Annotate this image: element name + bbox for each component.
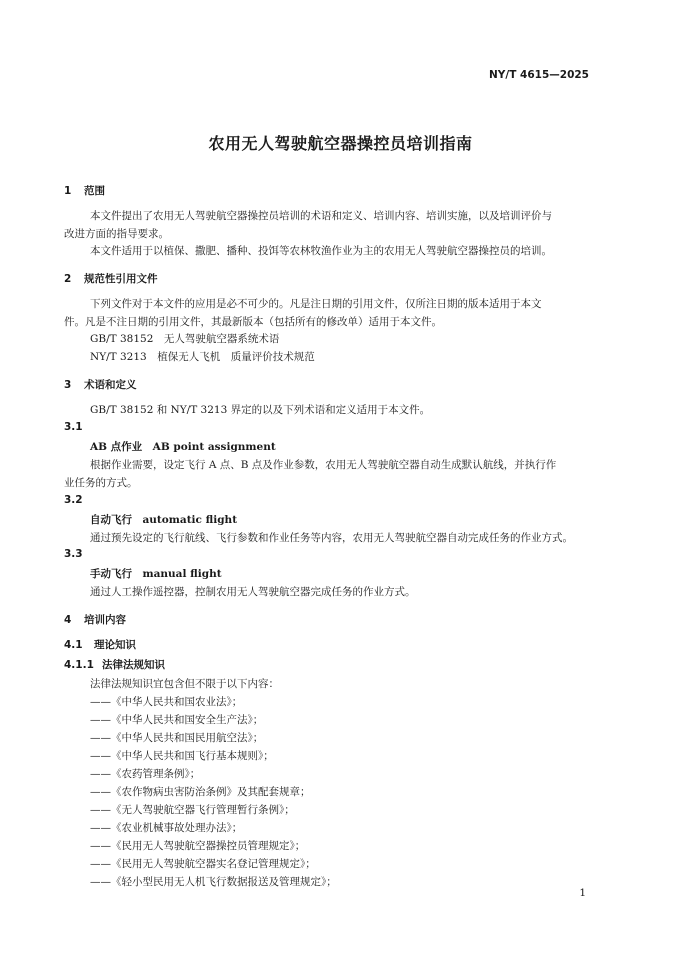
list-item: ——《民用无人驾驶航空器实名登记管理规定》； [90, 858, 316, 870]
section-title: 规范性引用文件 [84, 273, 158, 285]
term-number: 3.2 [64, 494, 83, 506]
section-4-heading [64, 612, 126, 627]
subsubsection-title: 法律法规知识 [102, 659, 165, 671]
paragraph: 法律法规知识宜包含但不限于以下内容： [90, 678, 279, 690]
section-3-heading [64, 377, 137, 392]
paragraph: 下列文件对于本文件的应用是必不可少的。凡是注日期的引用文件，仅所注日期的版本适用于本文 [90, 298, 542, 310]
list-item: ——《轻小型民用无人机飞行数据报送及管理规定》； [90, 876, 337, 888]
paragraph-continued: 件。凡是不注日期的引用文件，其最新版本（包括所有的修改单）适用于本文件。 [64, 316, 442, 328]
section-title: 术语和定义 [84, 379, 137, 391]
list-item: ——《民用无人驾驶航空器操控员管理规定》； [90, 840, 306, 852]
term-number: 3.3 [64, 548, 83, 560]
term-definition: 通过人工操作遥控器，控制农用无人驾驶航空器完成任务的作业方式。 [90, 586, 416, 598]
list-item: ——《中华人民共和国飞行基本规则》； [90, 750, 274, 762]
subsubsection-heading [64, 657, 165, 672]
paragraph: 本文件提出了农用无人驾驶航空器操控员培训的术语和定义、培训内容、培训实施，以及培训评价与 [90, 210, 552, 222]
list-item: ——《无人驾驶航空器飞行管理暂行条例》； [90, 804, 295, 816]
subsubsection-number: 4.1.1 [64, 659, 94, 671]
term-definition-continued: 业任务的方式。 [64, 477, 138, 489]
term-definition: 通过预先设定的飞行航线、飞行参数和作业任务等内容，农用无人驾驶航空器自动完成任务的作业方式。 [90, 532, 573, 544]
subsection-heading [64, 637, 136, 652]
section-1-heading [64, 183, 105, 198]
paragraph: 本文件适用于以植保、撒肥、播种、投饵等农林牧渔作业为主的农用无人驾驶航空器操控员的培训。 [90, 245, 552, 257]
term-definition: 根据作业需要，设定飞行 A 点、B 点及作业参数，农用无人驾驶航空器自动生成默认航线，并执行作 [90, 459, 557, 471]
term-number: 3.1 [64, 421, 83, 433]
list-item: ——《农药管理条例》； [90, 768, 201, 780]
section-2-heading [64, 271, 158, 286]
term-title: 手动飞行 manual flight [90, 568, 222, 580]
subsection-title: 理论知识 [94, 639, 136, 651]
section-title: 范围 [84, 185, 105, 197]
normative-reference: NY/T 3213 植保无人飞机 质量评价技术规范 [90, 351, 315, 363]
section-number: 3 [64, 379, 72, 391]
page-number: 1 [579, 887, 586, 899]
paragraph-continued: 改进方面的指导要求。 [64, 228, 169, 240]
list-item: ——《中华人民共和国安全生产法》； [90, 714, 264, 726]
list-item: ——《农作物病虫害防治条例》及其配套规章； [90, 786, 311, 798]
standard-number: NY/T 4615—2025 [489, 69, 589, 81]
subsection-number: 4.1 [64, 639, 83, 651]
list-item: ——《中华人民共和国农业法》； [90, 696, 243, 708]
paragraph: GB/T 38152 和 NY/T 3213 界定的以及下列术语和定义适用于本文件。 [90, 404, 431, 416]
section-number: 2 [64, 273, 72, 285]
term-title: 自动飞行 automatic flight [90, 514, 238, 526]
section-title: 培训内容 [84, 614, 126, 626]
list-item: ——《中华人民共和国民用航空法》； [90, 732, 264, 744]
normative-reference: GB/T 38152 无人驾驶航空器系统术语 [90, 333, 280, 345]
term-title: AB 点作业 AB point assignment [90, 441, 276, 453]
document-title: 农用无人驾驶航空器操控员培训指南 [208, 134, 473, 153]
section-number: 1 [64, 185, 72, 197]
section-number: 4 [64, 614, 72, 626]
list-item: ——《农业机械事故处理办法》； [90, 822, 243, 834]
